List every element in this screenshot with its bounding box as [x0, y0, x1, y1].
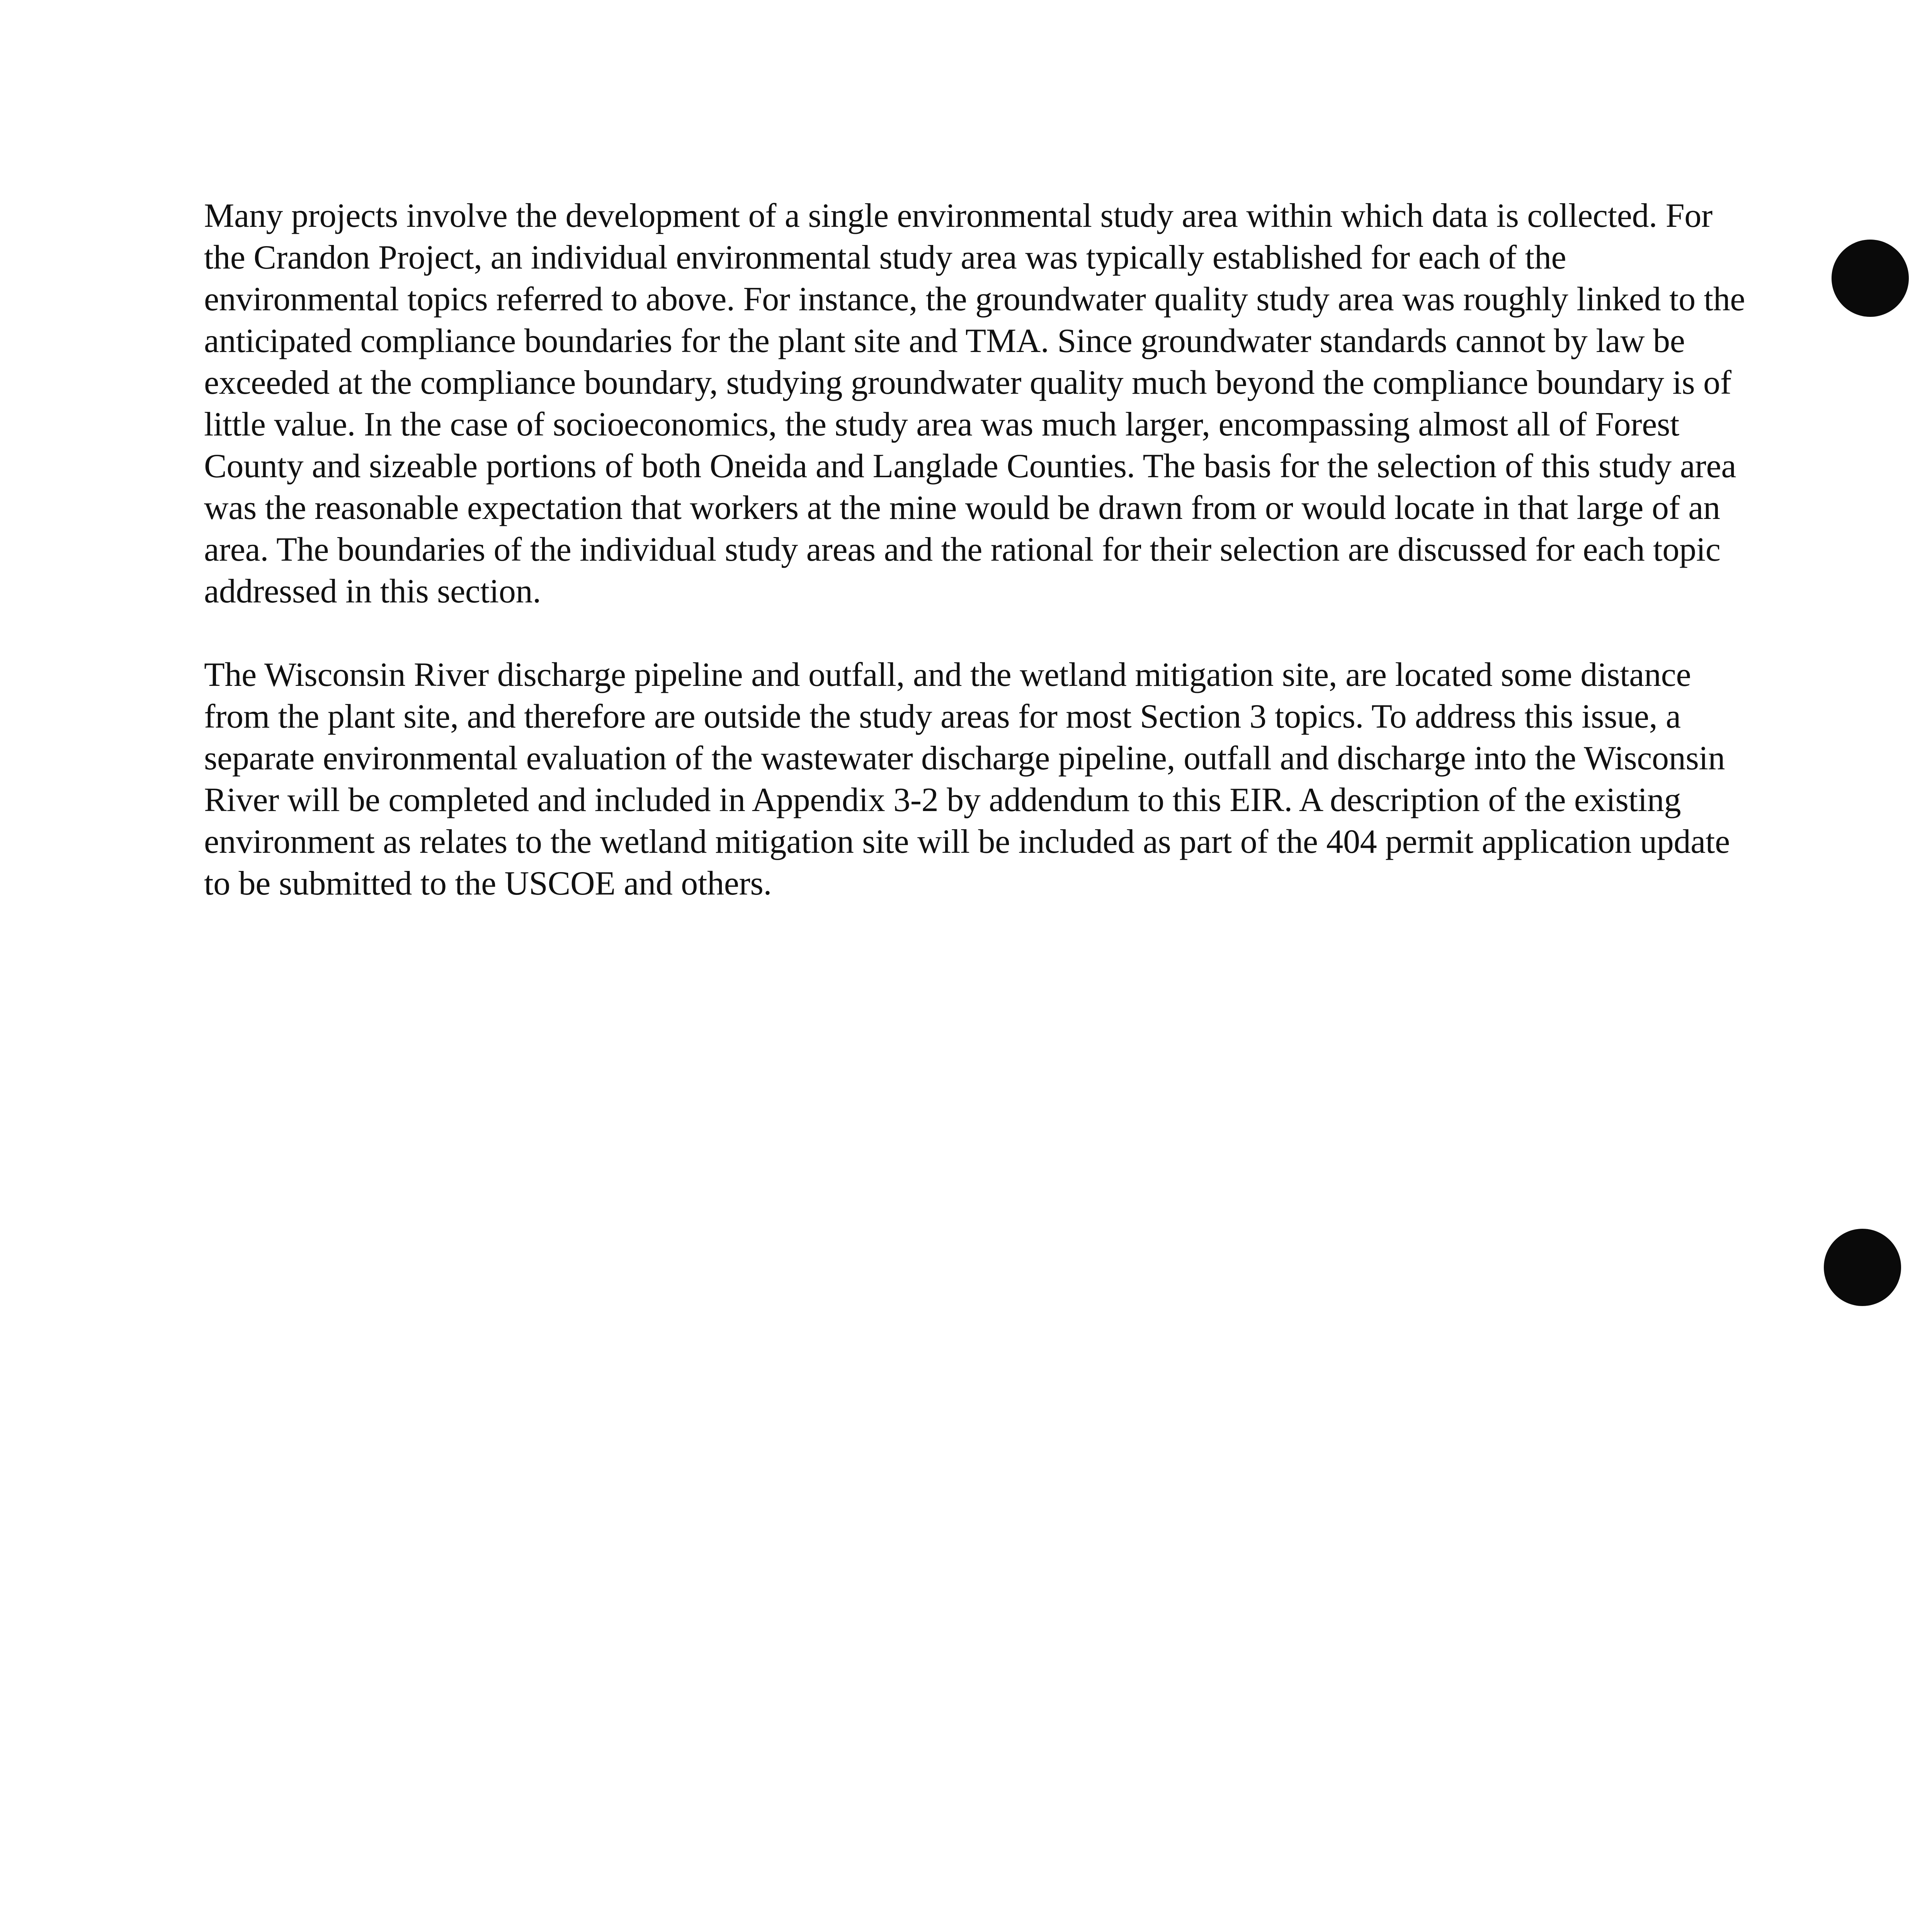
paragraph-study-areas: Many projects involve the development of a single environmental study area within which data is collected. For the Crandon Project, an individual environmental study area was typically established for each of the environmental topics referred to above. For instance, the groundwater quality study area was roughly linked to the anticipated compliance boundaries for the plant site and TMA. Since groundwater standards cannot by law be exceeded at the compliance boundary, studying groundwater quality much beyond the compliance boundary is of little value. In the case of socioeconomics, the study area was much larger, encompassing almost all of Forest County and sizeable portions of both Oneida and Langlade Counties. The basis for the selection of this study area was the reasonable expectation that workers at the mine would be drawn from or would locate in that large of an area. The boundaries of the individual study areas and the rational for their selection are discussed for each topic addressed in this section. [204, 197, 1745, 610]
body-text [204, 195, 1746, 905]
binder-hole-top [1832, 240, 1909, 317]
paragraph-discharge-pipeline: The Wisconsin River discharge pipeline and outfall, and the wetland mitigation site, are located some distance from the plant site, and therefore are outside the study areas for most Section 3 topics. To address this issue, a separate environmental evaluation of the wastewater discharge pipeline, outfall and discharge into the Wisconsin River will be completed and included in Appendix 3-2 by addendum to this EIR. A description of the existing environment as relates to the wetland mitigation site will be included as part of the 404 permit application update to be submitted to the USCOE and others. [204, 656, 1730, 902]
binder-hole-middle [1824, 1229, 1901, 1306]
